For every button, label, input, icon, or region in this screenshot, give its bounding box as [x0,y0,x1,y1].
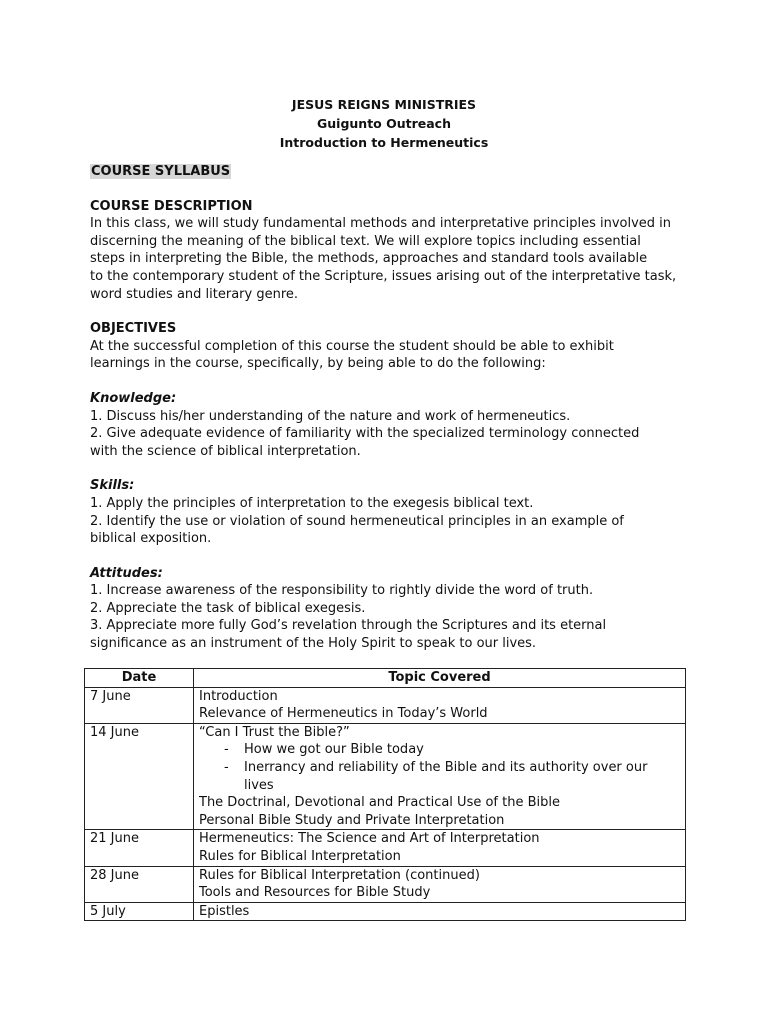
description-line: steps in interpreting the Bible, the methods, approaches and standard tools available [90,251,648,267]
skills-line: 1. Apply the principles of interpretation to the exegesis biblical text. [90,495,534,511]
topic-column-header: Topic Covered [194,669,686,688]
attitudes-line: 2. Appreciate the task of biblical exegesis. [90,600,366,616]
syllabus-body [90,163,690,653]
bullet-text: lives [244,777,274,793]
topic-line: Relevance of Hermeneutics in Today’s World [199,706,488,722]
description-title: COURSE DESCRIPTION [90,198,253,214]
topic-line: Introduction [199,688,278,704]
knowledge-line: with the science of biblical interpretation. [90,443,361,459]
topic-line: “Can I Trust the Bible?” [199,724,350,740]
knowledge-line: 2. Give adequate evidence of familiarity with the specialized terminology connected [90,426,640,442]
row-topics [194,830,686,866]
date-column-header: Date [85,669,194,688]
row-topics [194,723,686,830]
attitudes-title: Attitudes: [90,565,163,581]
dash-icon: - [224,742,229,758]
skills-line: 2. Identify the use or violation of sound hermeneutical principles in an example of [90,513,624,529]
knowledge-line: 1. Discuss his/her understanding of the nature and work of hermeneutics. [90,408,571,424]
objectives-intro-line: learnings in the course, specifically, by being able to do the following: [90,356,546,372]
table-row [85,687,686,723]
table-row [85,902,686,921]
topic-bullet [199,741,680,759]
description-line: to the contemporary student of the Scripture, issues arising out of the interpretative task, [90,268,677,284]
ministry-name: JESUS REIGNS MINISTRIES [291,97,477,112]
row-topics [194,866,686,902]
topic-line: Personal Bible Study and Private Interpretation [199,812,505,828]
attitudes-line: 1. Increase awareness of the responsibility to rightly divide the word of truth. [90,583,594,599]
skills-line: biblical exposition. [90,531,212,547]
course-title: Introduction to Hermeneutics [279,135,489,150]
table-row [85,830,686,866]
description-line: discerning the meaning of the biblical text. We will explore topics including essential [90,233,641,249]
outreach-name: Guigunto Outreach [317,116,451,131]
syllabus-label: COURSE SYLLABUS [91,164,231,179]
document-header [0,95,768,152]
topic-line: The Doctrinal, Devotional and Practical Use of the Bible [199,795,560,811]
schedule-table [84,668,686,921]
description-line: word studies and literary genre. [90,286,299,302]
topic-line: Rules for Biblical Interpretation (continued) [199,867,480,883]
row-topics [194,687,686,723]
topic-line: Tools and Resources for Bible Study [199,885,431,901]
schedule-header-row [85,669,686,688]
skills-title: Skills: [90,478,135,494]
table-row [85,723,686,830]
table-row [85,866,686,902]
topic-line: Epistles [199,903,250,919]
bullet-text: How we got our Bible today [244,742,424,758]
row-topics [194,902,686,921]
row-date: 21 June [85,830,194,866]
topic-line: Hermeneutics: The Science and Art of Interpretation [199,831,540,847]
objectives-intro-line: At the successful completion of this course the student should be able to exhibit [90,338,614,354]
objectives-title: OBJECTIVES [90,321,177,337]
topic-bullet [199,759,680,777]
bullet-text: Inerrancy and reliability of the Bible and its authority over our [244,759,648,775]
attitudes-line: significance as an instrument of the Holy Spirit to speak to our lives. [90,636,537,652]
row-date: 28 June [85,866,194,902]
description-line: In this class, we will study fundamental methods and interpretative principles involved in [90,216,672,232]
row-date: 14 June [85,723,194,830]
dash-icon: - [224,759,229,775]
topic-bullet-continuation [199,777,680,795]
row-date: 7 June [85,687,194,723]
row-date: 5 July [85,902,194,921]
topic-line: Rules for Biblical Interpretation [199,848,401,864]
attitudes-line: 3. Appreciate more fully God’s revelation through the Scriptures and its eternal [90,618,607,634]
knowledge-title: Knowledge: [90,390,177,406]
